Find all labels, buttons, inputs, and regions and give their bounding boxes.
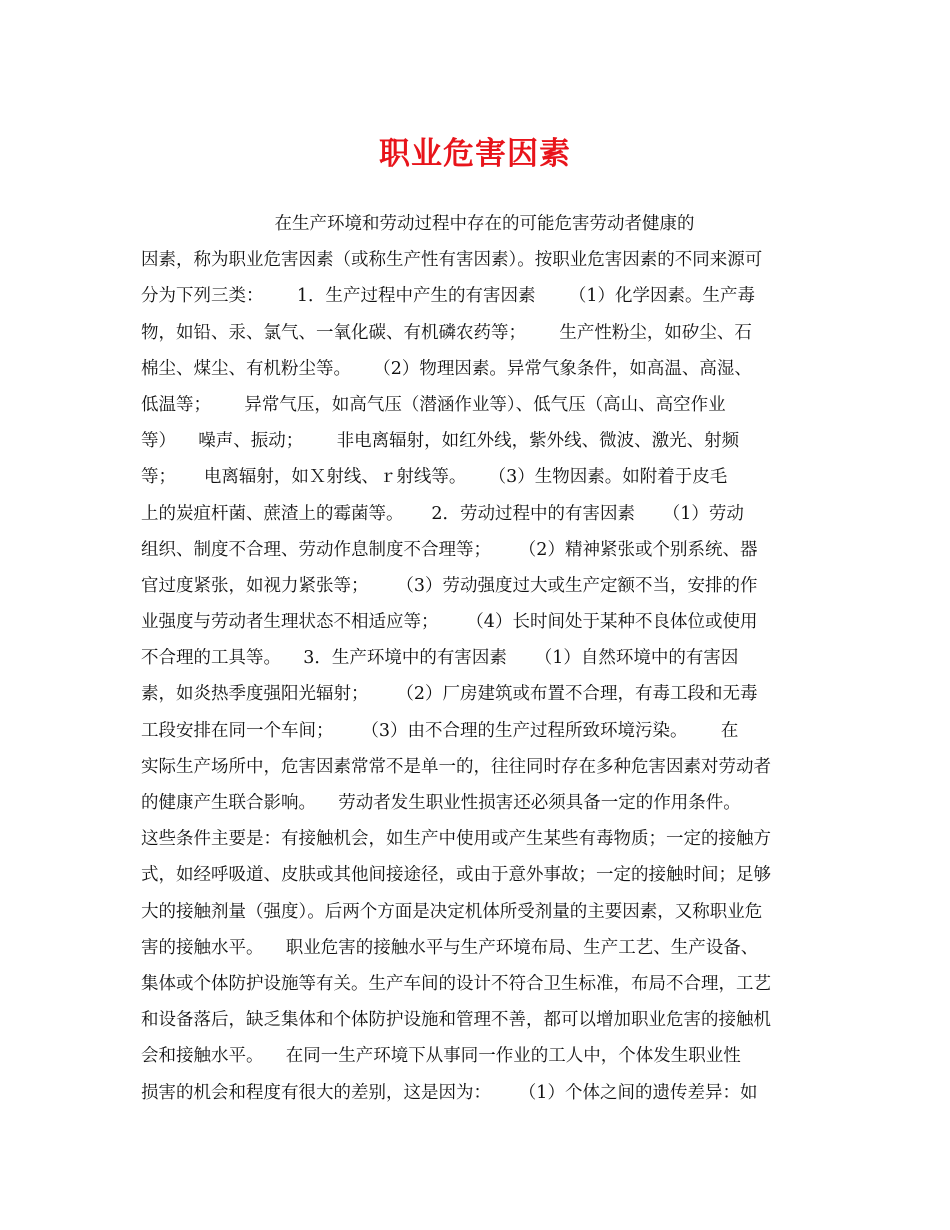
- body-line: 集体或个体防护设施等有关。生产车间的设计不符合卫生标准，布局不合理，工艺: [141, 973, 771, 994]
- document-body: [141, 206, 821, 1111]
- body-line: 组织、制度不合理、劳动作息制度不合理等； （2）精神紧张或个别系统、器: [141, 539, 758, 560]
- body-line: 实际生产场所中，危害因素常常不是单一的，往往同时存在多种危害因素对劳动者: [141, 756, 771, 777]
- body-line: 素，如炎热季度强阳光辐射； （2）厂房建筑或布置不合理，有毒工段和无毒: [141, 684, 758, 705]
- body-line: 在生产环境和劳动过程中存在的可能危害劳动者健康的: [141, 214, 695, 234]
- body-line: 棉尘、煤尘、有机粉尘等。 （2）物理因素。异常气象条件，如高温、高湿、: [141, 358, 752, 379]
- body-line: 上的炭疽杆菌、蔗渣上的霉菌等。 2．劳动过程中的有害因素 （1）劳动: [141, 503, 744, 524]
- body-line: 等） 噪声、振动； 非电离辐射，如红外线，紫外线、微波、激光、射频: [141, 431, 740, 452]
- body-line: 因素，称为职业危害因素（或称生产性有害因素）。按职业危害因素的不同来源可: [141, 250, 763, 271]
- body-line: 的健康产生联合影响。 劳动者发生职业性损害还必须具备一定的作用条件。: [141, 793, 741, 813]
- body-line: 低温等； 异常气压，如高气压（潜涵作业等）、低气压（高山、高空作业: [141, 394, 726, 415]
- body-line: 工段安排在同一个车间； （3）由不合理的生产过程所致环境污染。 在: [141, 720, 739, 741]
- body-line: 和设备落后，缺乏集体和个体防护设施和管理不善，都可以增加职业危害的接触机: [141, 1010, 771, 1031]
- body-line: 损害的机会和程度有很大的差别，这是因为： （1）个体之间的遗传差异：如: [141, 1082, 758, 1103]
- body-line: 会和接触水平。 在同一生产环境下从事同一作业的工人中，个体发生职业性: [141, 1046, 741, 1067]
- body-line: 等； 电离辐射，如Ｘ射线、ｒ射线等。 （3）生物因素。如附着于皮毛: [141, 467, 728, 488]
- body-line: 物，如铅、汞、氯气、一氧化碳、有机磷农药等； 生产性粉尘，如矽尘、石: [141, 322, 752, 343]
- body-line: 业强度与劳动者生理状态不相适应等； （4）长时间处于某种不良体位或使用: [141, 612, 758, 633]
- body-line: 式，如经呼吸道、皮肤或其他间接途径，或由于意外事故；一定的接触时间；足够: [141, 865, 771, 886]
- body-line: 不合理的工具等。 3．生产环境中的有害因素 （1）自然环境中的有害因: [141, 648, 739, 669]
- body-line: 害的接触水平。 职业危害的接触水平与生产环境布局、生产工艺、生产设备、: [141, 937, 759, 958]
- body-line: 官过度紧张，如视力紧张等； （3）劳动强度过大或生产定额不当，安排的作: [141, 575, 758, 596]
- body-line: 大的接触剂量（强度）。后两个方面是决定机体所受剂量的主要因素，又称职业危: [141, 901, 763, 922]
- body-line: 这些条件主要是：有接触机会，如生产中使用或产生某些有毒物质；一定的接触方: [141, 829, 771, 850]
- body-line: 分为下列三类： 1．生产过程中产生的有害因素 （1）化学因素。生产毒: [141, 286, 756, 307]
- document-title: 职业危害因素: [379, 136, 571, 172]
